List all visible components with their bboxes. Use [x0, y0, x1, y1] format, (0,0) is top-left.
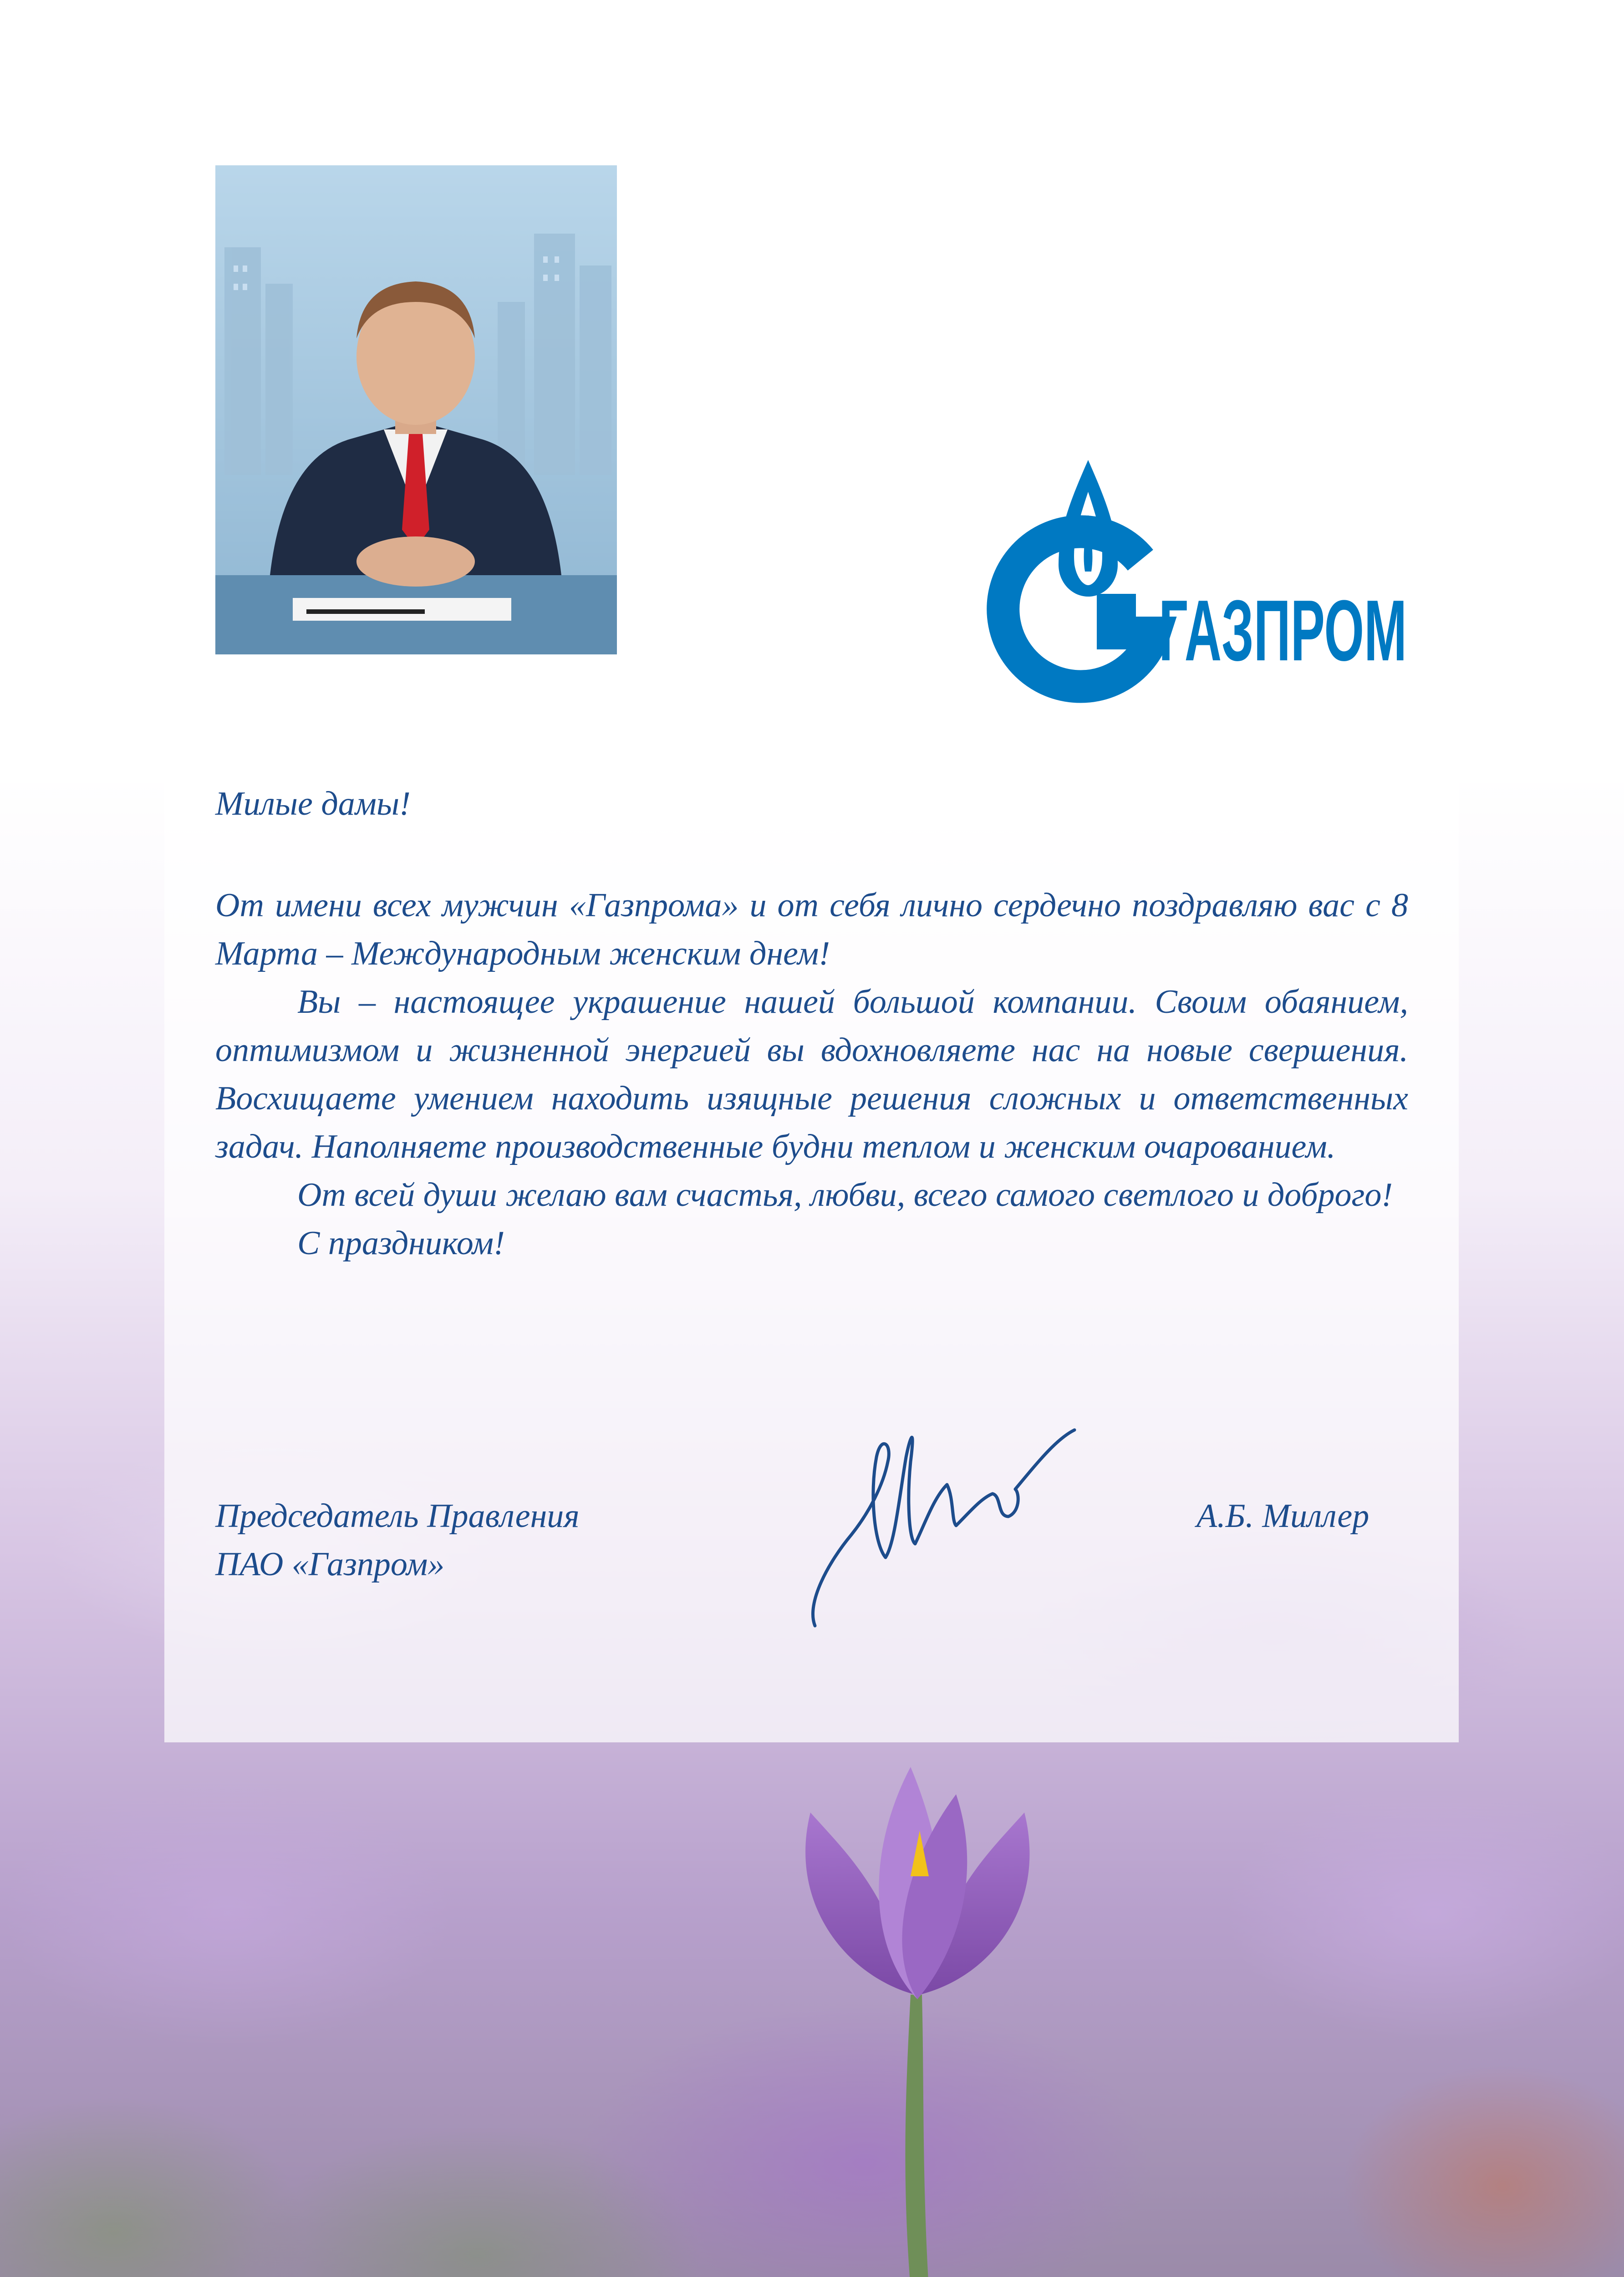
handwritten-signature [801, 1407, 1084, 1635]
paragraph-4: С праздником! [297, 1225, 505, 1262]
greeting: Милые дамы! [215, 785, 411, 822]
portrait-photo [215, 165, 617, 654]
paragraph-3: От всей души желаю вам счастья, любви, всего самого светлого и доброго! [297, 1176, 1393, 1214]
paragraph-2: Вы – настоящее украшение нашей большой компании. Своим обаянием, оптимизмом и жизненной энергией вы вдохновляете нас на новые свершения. Восхищаете умением находить изящные решения сложных и ответственных задач. Наполняете производственные будни теплом и женским очарованием. [215, 983, 1408, 1165]
title-line-1: Председатель Правления [215, 1497, 580, 1535]
letter-body [215, 881, 1408, 1267]
signatory-name: А.Б. Миллер [1196, 1497, 1369, 1535]
title-line-2: ПАО «Газпром» [215, 1546, 445, 1583]
logo-wordmark: ГАЗПРОМ [1159, 582, 1407, 679]
crocus-flower-image [674, 1740, 1156, 2277]
signatory-title [215, 1492, 580, 1588]
gazprom-logo [1004, 460, 1409, 679]
paragraph-1: От имени всех мужчин «Газпрома» и от себя лично сердечно поздравляю вас с 8 Марта – Международным женским днем! [215, 887, 1408, 972]
